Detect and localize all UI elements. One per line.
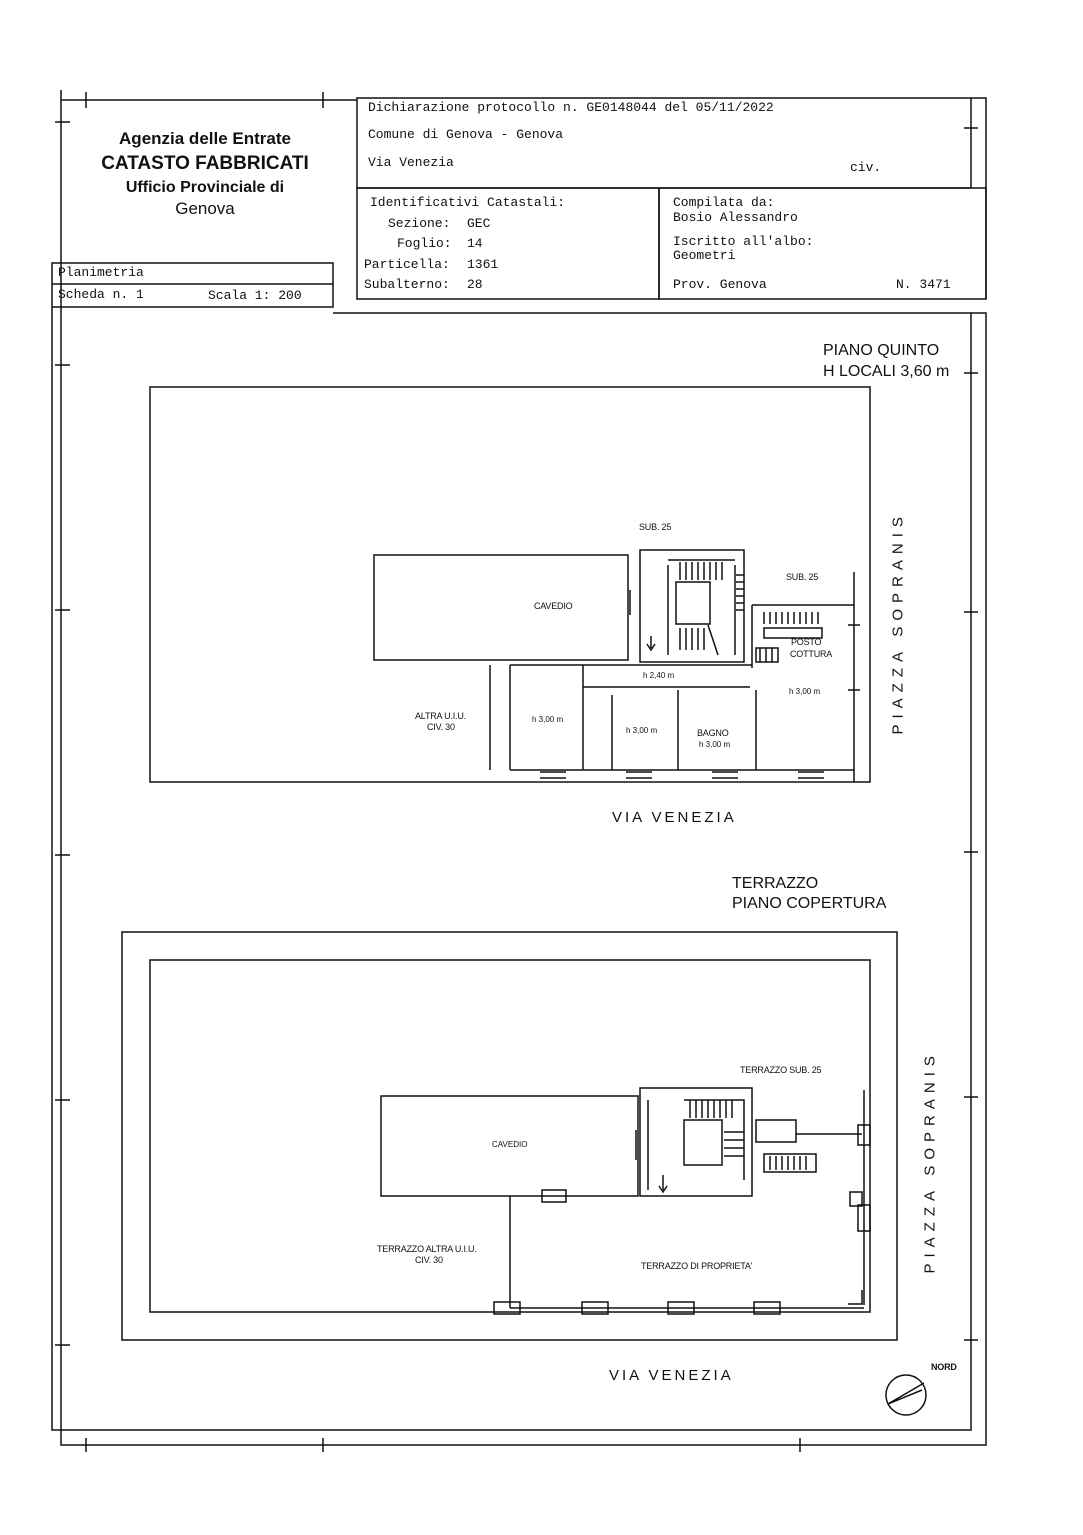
subalterno-label: Subalterno: (364, 277, 450, 292)
plan1-title: PIANO QUINTO (823, 342, 940, 359)
plan1-height: H LOCALI 3,60 m (823, 363, 950, 380)
sezione-label: Sezione: (388, 216, 451, 231)
province-text: Prov. Genova (673, 277, 767, 292)
room1-height: h 3,00 m (532, 715, 564, 724)
plan2-subtitle: PIANO COPERTURA (732, 895, 887, 912)
kitchen-height: h 3,00 m (789, 687, 821, 696)
office-label: Ufficio Provinciale di (125, 178, 285, 196)
civ-text: civ. (850, 160, 882, 175)
comune-text: Comune di Genova - Genova (368, 127, 564, 142)
foglio-value: 14 (467, 236, 483, 251)
north-arrow-icon (886, 1375, 926, 1415)
foglio-label: Foglio: (397, 236, 452, 251)
bagno-label: BAGNO (697, 728, 729, 738)
sub25-right-label: SUB. 25 (786, 572, 819, 582)
planimetria-label: Planimetria (58, 265, 144, 280)
posto-cottura-label-2: COTTURA (790, 649, 833, 659)
plan1-street-right: PIAZZA SOPRANIS (889, 511, 907, 735)
terrazzo-altra-label-2: CIV. 30 (415, 1255, 443, 1265)
particella-value: 1361 (467, 257, 499, 272)
compiled-by-label: Compilata da: (673, 195, 775, 210)
sezione-value: GEC (467, 216, 491, 231)
plan2-street-right: PIAZZA SOPRANIS (921, 1050, 939, 1274)
particella-label: Particella: (364, 257, 450, 272)
address-text: Via Venezia (368, 155, 454, 170)
terrazzo-sub25-label: TERRAZZO SUB. 25 (740, 1065, 822, 1075)
north-label: NORD (931, 1362, 957, 1372)
protocol-text: Dichiarazione protocollo n. GE0148044 del 05/11/2022 (368, 100, 774, 115)
office-city: Genova (175, 199, 235, 219)
catasto-title: CATASTO FABBRICATI (101, 152, 309, 174)
scheda-label: Scheda n. 1 (58, 287, 144, 302)
cavedio-label: CAVEDIO (534, 601, 573, 611)
registered-value: Geometri (673, 248, 736, 263)
subalterno-value: 28 (467, 277, 483, 292)
registration-number: N. 3471 (896, 277, 951, 292)
compiled-by-name: Bosio Alessandro (673, 210, 798, 225)
plan2-street-bottom: VIA VENEZIA (609, 1367, 734, 1384)
altra-uiu-label-2: CIV. 30 (427, 722, 455, 732)
terrazzo-proprieta-label: TERRAZZO DI PROPRIETA' (641, 1261, 753, 1271)
agency-name: Agenzia delle Entrate (119, 129, 291, 148)
posto-cottura-label-1: POSTO (791, 637, 822, 647)
sub25-top-label: SUB. 25 (639, 522, 672, 532)
bagno-height: h 3,00 m (699, 740, 731, 749)
identifiers-title: Identificativi Catastali: (370, 195, 566, 210)
plan2-title: TERRAZZO (732, 875, 819, 892)
agency-header (60, 128, 350, 221)
scale-label: Scala 1: 200 (208, 288, 302, 303)
altra-uiu-label-1: ALTRA U.I.U. (415, 711, 466, 721)
registered-label: Iscritto all'albo: (673, 234, 814, 249)
plan1-street-bottom: VIA VENEZIA (612, 809, 737, 826)
corridor-height: h 2,40 m (643, 671, 675, 680)
plan2-cavedio-label: CAVEDIO (492, 1140, 528, 1149)
room2-height: h 3,00 m (626, 726, 658, 735)
terrazzo-altra-label-1: TERRAZZO ALTRA U.I.U. (377, 1244, 477, 1254)
